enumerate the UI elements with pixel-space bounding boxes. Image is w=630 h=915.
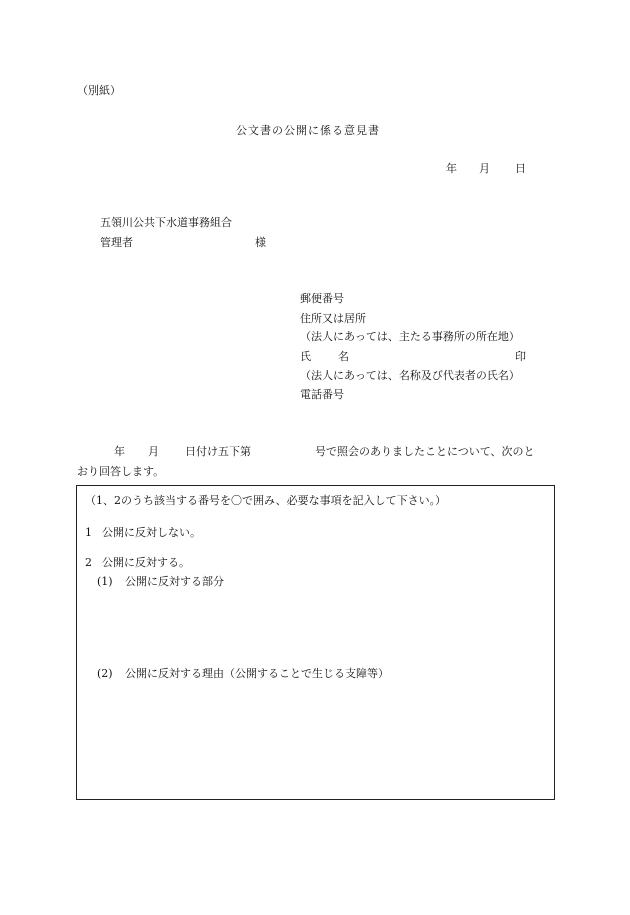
option-1-label: 公開に反対しない。 bbox=[102, 526, 201, 539]
sender-address-note: （法人にあっては、主たる事務所の所在地） bbox=[300, 330, 520, 343]
reference-number-suffix: 号で照会のありましたことについて、次のと bbox=[315, 445, 535, 458]
option-1-number: 1 bbox=[85, 526, 92, 539]
date-year-label: 年 bbox=[446, 162, 457, 175]
addressee-honorific: 様 bbox=[255, 236, 266, 249]
sub-item-2-label: 公開に反対する理由（公開することで生じる支障等） bbox=[125, 667, 389, 680]
sender-name-label-shi: 氏 bbox=[300, 350, 311, 363]
addressee-title: 管理者 bbox=[100, 236, 133, 249]
answer-instruction: （1、2のうち該当する番号を〇で囲み、必要な事項を記入して下さい。） bbox=[85, 494, 447, 507]
date-day-label: 日 bbox=[515, 162, 526, 175]
sub-item-1-label: 公開に反対する部分 bbox=[125, 575, 224, 588]
reference-dated-label: 日付け五下第 bbox=[185, 445, 251, 458]
attachment-label: （別紙） bbox=[77, 84, 121, 97]
seal-mark-label: 印 bbox=[515, 350, 526, 363]
option-2-number: 2 bbox=[85, 556, 92, 569]
reference-year-label: 年 bbox=[114, 445, 125, 458]
sub-item-2-number: (2) bbox=[97, 667, 113, 680]
option-2-label: 公開に反対する。 bbox=[102, 556, 190, 569]
addressee-organization: 五領川公共下水道事務組合 bbox=[100, 216, 232, 229]
sender-postal-code-label: 郵便番号 bbox=[300, 292, 344, 305]
date-month-label: 月 bbox=[479, 162, 490, 175]
document-title: 公文書の公開に係る意見書 bbox=[236, 124, 380, 137]
reference-month-label: 月 bbox=[148, 445, 159, 458]
sender-name-note: （法人にあっては、名称及び代表者の氏名） bbox=[300, 369, 520, 382]
sub-item-1-number: (1) bbox=[97, 575, 113, 588]
sender-address-label: 住所又は居所 bbox=[300, 312, 366, 325]
reference-line-2: おり回答します。 bbox=[77, 465, 165, 478]
sender-name-label-mei: 名 bbox=[338, 350, 349, 363]
sender-phone-label: 電話番号 bbox=[300, 388, 344, 401]
